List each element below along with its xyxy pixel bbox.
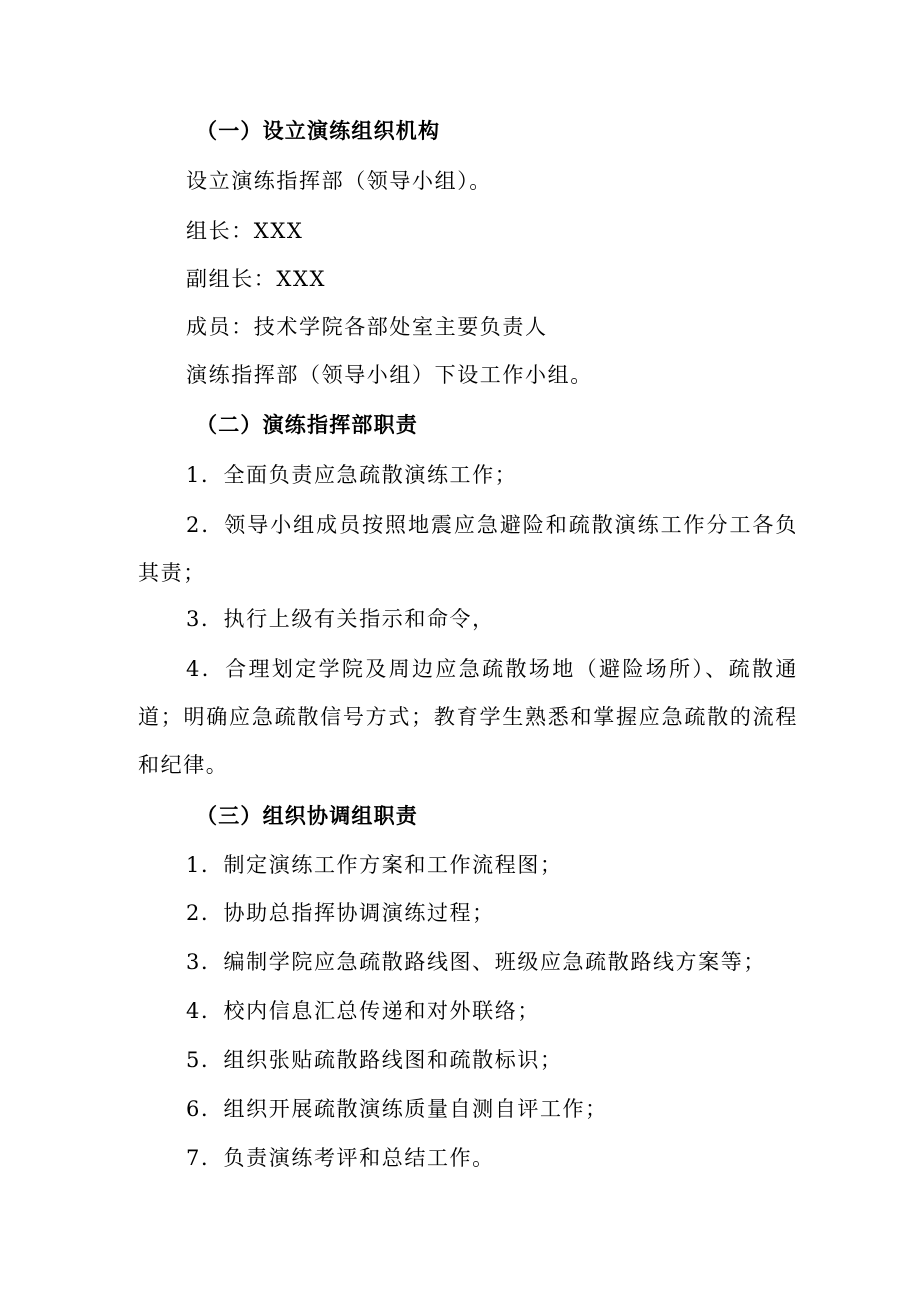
section3-item-1: 1．制定演练工作方案和工作流程图；: [186, 853, 563, 877]
section1-line-3: 副组长：XXX: [186, 267, 327, 291]
section2-item-2: 2．领导小组成员按照地震应急避险和疏散演练工作分工各负其责；: [138, 513, 798, 585]
section2-item-3: 3．执行上级有关指示和命令，: [186, 607, 495, 631]
section1-line-1: 设立演练指挥部（领导小组）。: [186, 169, 492, 193]
section2-item-4: 4．合理划定学院及周边应急疏散场地（避险场所）、疏散通道；明确应急疏散信号方式；教育学生熟悉和掌握应急疏散的流程和纪律。: [138, 657, 798, 777]
section1-line-4: 成员：技术学院各部处室主要负责人: [186, 315, 548, 339]
section1-heading: （一）设立演练组织机构: [196, 118, 441, 143]
section3-item-7: 7．负责演练考评和总结工作。: [186, 1146, 495, 1170]
section2-item-1: 1．全面负责应急疏散演练工作；: [186, 463, 518, 487]
section3-heading: （三）组织协调组职责: [196, 803, 418, 828]
section3-item-3: 3．编制学院应急疏散路线图、班级应急疏散路线方案等；: [186, 950, 766, 974]
section2-heading: （二）演练指挥部职责: [196, 412, 418, 437]
section1-line-2: 组长：XXX: [186, 219, 304, 243]
section3-item-4: 4．校内信息汇总传递和对外联络；: [186, 999, 540, 1023]
section3-item-2: 2．协助总指挥协调演练过程；: [186, 901, 495, 925]
section3-item-5: 5．组织张贴疏散路线图和疏散标识；: [186, 1048, 563, 1072]
section1-line-5: 演练指挥部（领导小组）下设工作小组。: [186, 363, 593, 387]
section3-item-6: 6．组织开展疏散演练质量自测自评工作；: [186, 1097, 608, 1121]
